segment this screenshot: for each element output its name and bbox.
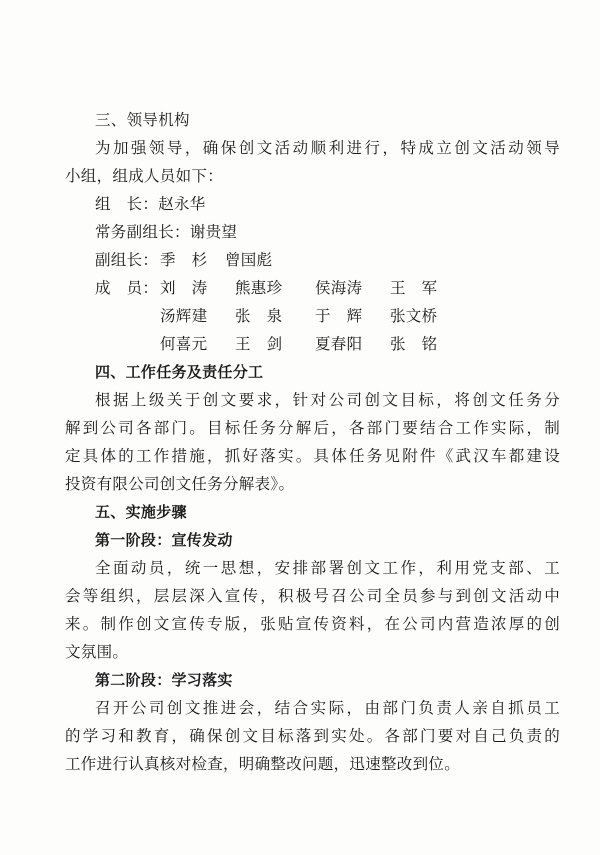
paragraph-line: 会等组织，层层深入宣传，积极号召公司全员参与到创文活动中 (65, 587, 560, 605)
deputy-row (95, 250, 395, 270)
member-name: 于 辉 (315, 307, 363, 325)
member-name: 熊惠珍 (235, 279, 283, 297)
paragraph-line: 全面动员，统一思想，安排部署创文工作，利用党支部、工 (95, 559, 560, 577)
section3-intro-line2: 小组，组成人员如下： (65, 167, 224, 185)
member-name: 王 军 (390, 279, 438, 297)
members-row (95, 334, 565, 354)
members-row (95, 278, 565, 298)
paragraph-line: 根据上级关于创文要求，针对公司创文目标，将创文任务分 (95, 391, 560, 409)
paragraph-line: 定具体的工作措施，抓好落实。具体任务见附件《武汉车都建设 (65, 447, 560, 465)
deputy-name: 季 杉 (160, 251, 208, 269)
member-name: 张 铭 (390, 335, 438, 353)
exec-deputy-row (95, 222, 237, 242)
member-name: 汤辉建 (160, 307, 208, 325)
leader-label: 组 长： (95, 195, 159, 213)
stage2-heading: 第二阶段：学习落实 (95, 671, 233, 689)
paragraph-line: 文氛围。 (65, 643, 129, 661)
section3-intro-line1: 为加强领导，确保创文活动顺利进行，特成立创文活动领导 (95, 139, 560, 157)
exec-deputy-name: 谢贵望 (189, 223, 238, 241)
leader-name: 赵永华 (158, 195, 206, 213)
paragraph-line: 解到公司各部门。目标任务分解后，各部门要结合工作实际，制 (65, 419, 560, 437)
stage1-heading: 第一阶段：宣传发动 (95, 531, 233, 549)
leader-row (95, 194, 206, 214)
member-name: 张文桥 (390, 307, 438, 325)
member-name: 王 剑 (235, 335, 283, 353)
member-name: 侯海涛 (315, 279, 363, 297)
paragraph-line: 的学习和教育，确保创文目标落到实处。各部门要对自己负责的 (65, 727, 560, 745)
section4-heading: 四、工作任务及责任分工 (95, 363, 264, 381)
exec-deputy-label: 常务副组长： (95, 223, 190, 241)
member-name: 刘 涛 (160, 279, 208, 297)
paragraph-line: 工作进行认真核对检查，明确整改问题，迅速整改到位。 (65, 755, 461, 773)
members-label: 成 员： (95, 279, 159, 297)
member-name: 何喜元 (160, 335, 208, 353)
paragraph-line: 投资有限公司创文任务分解表》。 (65, 475, 295, 493)
deputy-name: 曾国彪 (225, 251, 273, 269)
paragraph-line: 来。制作创文宣传专版，张贴宣传资料，在公司内营造浓厚的创 (65, 615, 560, 633)
section5-heading: 五、实施步骤 (95, 503, 187, 521)
members-row (95, 306, 565, 326)
paragraph-line: 召开公司创文推进会，结合实际，由部门负责人亲自抓员工 (95, 699, 560, 717)
member-name: 张 泉 (235, 307, 283, 325)
deputy-label: 副组长： (95, 251, 159, 269)
member-name: 夏春阳 (315, 335, 363, 353)
section3-heading: 三、领导机构 (95, 111, 190, 129)
